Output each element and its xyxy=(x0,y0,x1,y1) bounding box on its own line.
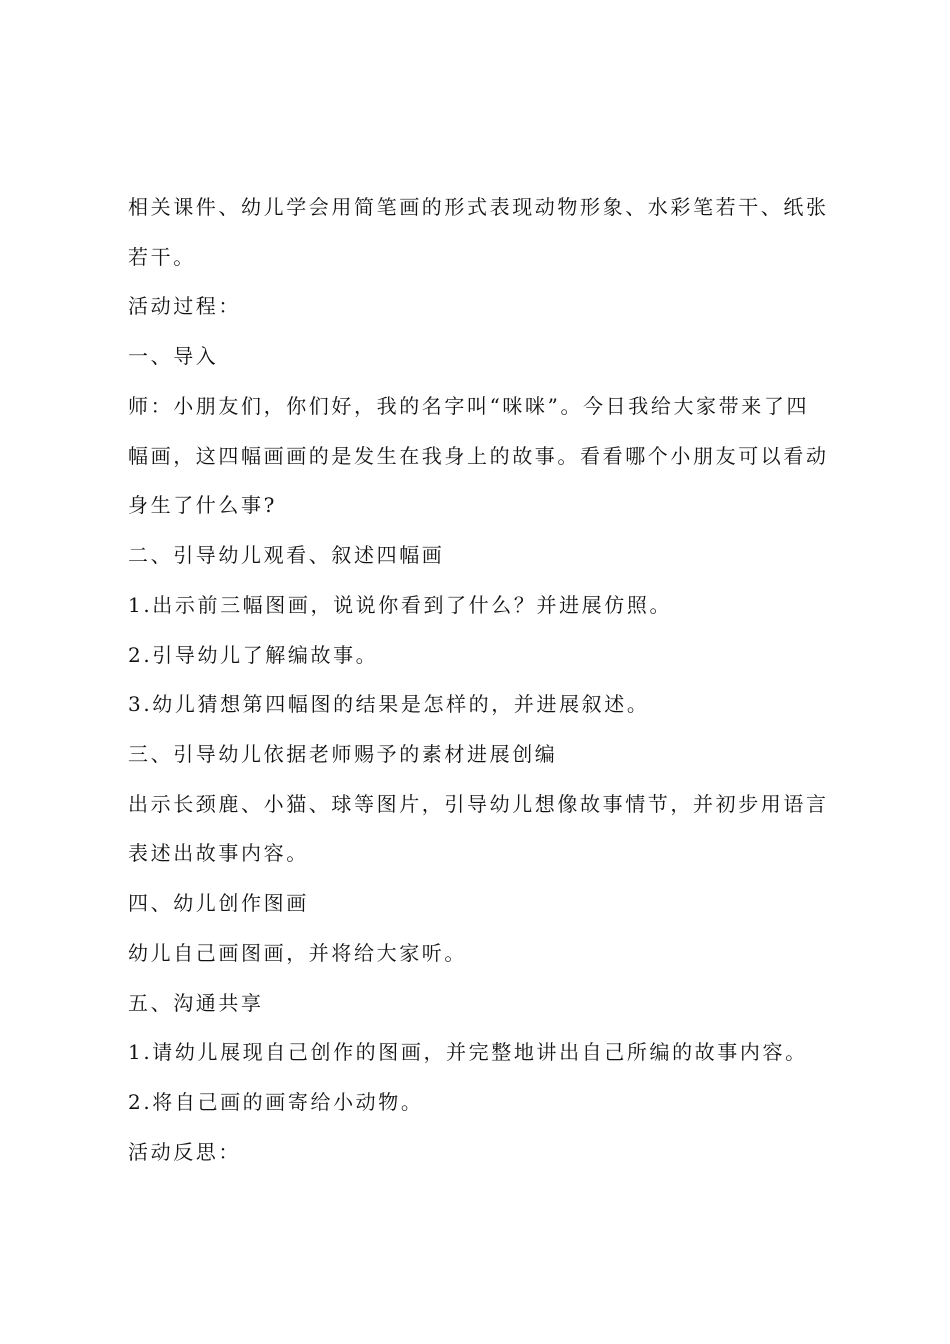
list-item: 2.将自己画的画寄给小动物。 xyxy=(128,1090,424,1114)
text-line: 幅画，这四幅画画的是发生在我身上的故事。看看哪个小朋友可以看动 xyxy=(128,444,829,468)
text-line: 出示长颈鹿、小猫、球等图片，引导幼儿想像故事情节，并初步用语言 xyxy=(128,792,829,816)
text-line: 相关课件、幼儿学会用简笔画的形式表现动物形象、水彩笔若干、纸张 xyxy=(128,195,829,219)
section-heading: 四、幼儿创作图画 xyxy=(128,891,309,915)
list-item: 2.引导幼儿了解编故事。 xyxy=(128,643,379,667)
text-line: 师：小朋友们，你们好，我的名字叫“咪咪”。今日我给大家带来了四 xyxy=(128,394,810,418)
list-item: 3.幼儿猜想第四幅图的结果是怎样的，并进展叙述。 xyxy=(128,692,650,716)
section-heading: 五、沟通共享 xyxy=(128,991,264,1015)
section-heading: 活动过程： xyxy=(128,294,241,318)
list-item: 1.出示前三幅图画，说说你看到了什么？并进展仿照。 xyxy=(128,593,673,617)
section-heading: 活动反思： xyxy=(128,1140,241,1164)
text-line: 幼儿自己画图画，并将给大家听。 xyxy=(128,941,467,965)
section-heading: 一、导入 xyxy=(128,344,219,368)
section-heading: 二、引导幼儿观看、叙述四幅画 xyxy=(128,543,445,567)
text-line: 若干。 xyxy=(128,245,196,269)
text-line: 身生了什么事? xyxy=(128,493,277,517)
text-line: 表述出故事内容。 xyxy=(128,841,309,865)
section-heading: 三、引导幼儿依据老师赐予的素材进展创编 xyxy=(128,742,558,766)
list-item: 1.请幼儿展现自己创作的图画，并完整地讲出自己所编的故事内容。 xyxy=(128,1040,808,1064)
